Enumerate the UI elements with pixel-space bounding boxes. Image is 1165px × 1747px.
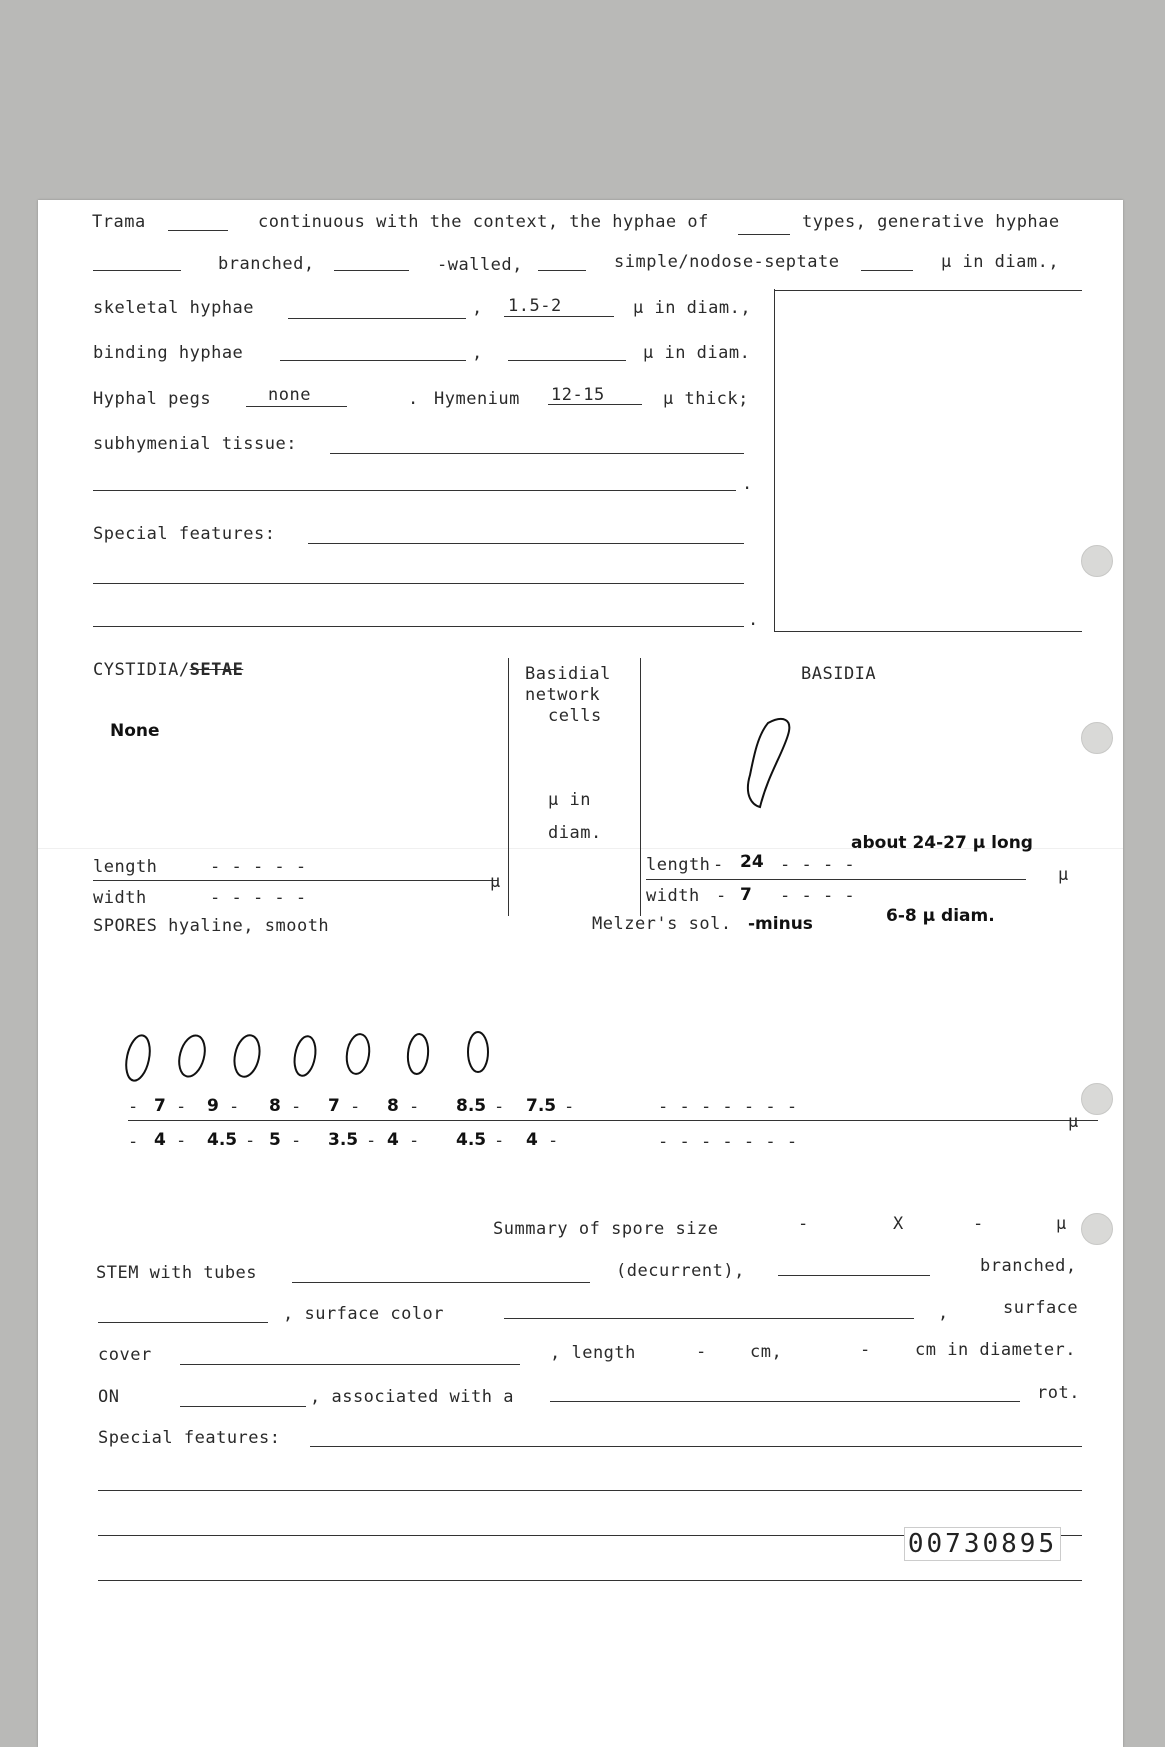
box-top-line xyxy=(774,290,1082,291)
spore-width-value: 4 xyxy=(154,1130,166,1150)
spore-length-value: 8 xyxy=(387,1096,399,1116)
stem-branched: branched, xyxy=(980,1256,1077,1276)
blank-line xyxy=(548,404,642,405)
blank-line xyxy=(93,490,736,491)
dash: - xyxy=(713,855,724,875)
dash: - xyxy=(291,1131,302,1151)
dash: - xyxy=(229,1097,240,1117)
blank-line xyxy=(98,1490,1082,1491)
dash: - xyxy=(860,1340,871,1360)
rot-label: rot. xyxy=(1037,1383,1080,1403)
trama-types: types, generative hyphae xyxy=(802,212,1060,232)
basidia-width-value: 7 xyxy=(740,885,752,905)
dash-row: - - - - - - - xyxy=(658,1132,798,1152)
setae-struck: SETAE xyxy=(189,660,244,680)
stem-label: STEM with tubes xyxy=(96,1263,258,1283)
walled-label: -walled, xyxy=(437,255,523,275)
spore-width-value: 5 xyxy=(269,1130,281,1150)
dash-row: - - - - xyxy=(780,855,856,875)
spore-width-value: 4 xyxy=(387,1130,399,1150)
binding-unit: μ in diam. xyxy=(643,343,751,363)
pegs-value: none xyxy=(268,385,311,405)
divider xyxy=(508,658,509,916)
summary-mu: μ xyxy=(1056,1214,1067,1234)
spore-outline xyxy=(468,1032,488,1072)
cover-label: cover xyxy=(98,1345,152,1365)
comma: , xyxy=(938,1303,949,1323)
basidial-l2: network xyxy=(525,685,601,705)
blank-line xyxy=(334,270,409,271)
blank-line xyxy=(504,316,614,317)
punch-hole xyxy=(1081,1213,1113,1245)
blank-line xyxy=(128,1120,1098,1121)
basidia-length-label: length xyxy=(646,855,711,875)
punch-hole xyxy=(1081,722,1113,754)
special-features-label: Special features: xyxy=(93,524,276,544)
blank-line xyxy=(246,406,347,407)
spore-length-value: 9 xyxy=(207,1096,219,1116)
dash: - xyxy=(696,1342,707,1362)
divider xyxy=(640,658,641,916)
spore-outline xyxy=(231,1033,263,1079)
punch-hole xyxy=(1081,1083,1113,1115)
melzer-value: -minus xyxy=(748,914,813,934)
blank-line xyxy=(646,879,1026,880)
length-label: , length xyxy=(550,1343,636,1363)
blank-line xyxy=(778,1275,930,1276)
spores-mu: μ xyxy=(1068,1112,1079,1132)
catalog-number: 00730895 xyxy=(904,1527,1061,1561)
basidial-l3: cells xyxy=(548,706,602,726)
spore-length-value: 8 xyxy=(269,1096,281,1116)
blank-line xyxy=(168,230,228,231)
dash: - xyxy=(366,1131,377,1151)
dash-row: - - - - - xyxy=(210,857,307,877)
summary-label: Summary of spore size xyxy=(493,1219,719,1239)
cystidia-value: None xyxy=(110,721,160,741)
spore-width-value: 4.5 xyxy=(456,1130,487,1150)
surface-color-label: , surface color xyxy=(283,1304,445,1324)
basidial-l1: Basidial xyxy=(525,664,611,684)
diam-label: μ in diam., xyxy=(941,252,1060,272)
basidial-diam: diam. xyxy=(548,823,602,843)
cm-label: cm, xyxy=(750,1342,783,1362)
dash-row: - - - - - - - xyxy=(658,1097,798,1117)
comma: , xyxy=(472,343,483,363)
dash: - xyxy=(716,886,727,906)
skeletal-value: 1.5-2 xyxy=(508,296,562,316)
dash: - xyxy=(128,1132,139,1152)
blank-line xyxy=(98,1580,1082,1581)
thick-label: μ thick; xyxy=(663,389,749,409)
dash-row: - - - - - xyxy=(210,888,307,908)
melzer-label: Melzer's sol. xyxy=(592,914,732,934)
spore-length-value: 7 xyxy=(328,1096,340,1116)
blank-line xyxy=(292,1282,590,1283)
form-sheet xyxy=(38,200,1123,1747)
basidial-mu: μ in xyxy=(548,790,591,810)
blank-line xyxy=(310,1446,1082,1447)
spore-width-value: 4 xyxy=(526,1130,538,1150)
dash: - xyxy=(973,1214,984,1234)
associated-label: , associated with a xyxy=(310,1387,514,1407)
punch-hole xyxy=(1081,545,1113,577)
dash: - xyxy=(128,1097,139,1117)
spore-outline xyxy=(292,1035,319,1078)
dash: - xyxy=(494,1131,505,1151)
comma: , xyxy=(472,298,483,318)
period: . xyxy=(748,610,759,630)
branched-label: branched, xyxy=(218,254,315,274)
cystidia-width-label: width xyxy=(93,888,147,908)
dash: - xyxy=(176,1131,187,1151)
hymenium-value: 12-15 xyxy=(551,385,605,405)
dash-row: - - - - xyxy=(780,886,856,906)
basidia-width-label: width xyxy=(646,886,700,906)
basidia-long-note: about 24-27 μ long xyxy=(851,833,1033,853)
cm-diam-label: cm in diameter. xyxy=(915,1340,1077,1360)
spore-width-value: 4.5 xyxy=(207,1130,238,1150)
blank-line xyxy=(504,1318,914,1319)
skeletal-label: skeletal hyphae xyxy=(93,298,255,318)
blank-line xyxy=(180,1406,306,1407)
blank-line xyxy=(93,880,498,881)
binding-label: binding hyphae xyxy=(93,343,244,363)
blank-line xyxy=(550,1401,1020,1402)
hymenium-label: Hymenium xyxy=(434,389,520,409)
spore-length-value: 7 xyxy=(154,1096,166,1116)
basidia-length-value: 24 xyxy=(740,852,764,872)
trama-text: continuous with the context, the hyphae of xyxy=(258,212,709,232)
blank-line xyxy=(98,1322,268,1323)
dash: - xyxy=(409,1097,420,1117)
trama-label: Trama xyxy=(92,212,146,232)
cystidia-length-label: length xyxy=(93,857,158,877)
spores-label: SPORES hyaline, smooth xyxy=(93,916,330,936)
period: . xyxy=(408,389,419,409)
decurrent-label: (decurrent), xyxy=(616,1261,745,1281)
blank-line xyxy=(288,318,466,319)
basidia-diam-note: 6-8 μ diam. xyxy=(886,906,995,926)
blank-line xyxy=(538,270,586,271)
blank-line xyxy=(280,360,466,361)
dash: - xyxy=(409,1131,420,1151)
dash: - xyxy=(350,1097,361,1117)
basidia-header: BASIDIA xyxy=(801,664,877,684)
spore-outline xyxy=(122,1033,153,1083)
dash: - xyxy=(494,1097,505,1117)
spore-drawings xyxy=(108,1020,568,1090)
on-label: ON xyxy=(98,1387,120,1407)
spore-outline xyxy=(344,1033,371,1076)
surface-label: surface xyxy=(1003,1298,1079,1318)
basidium-outline xyxy=(748,719,789,807)
subhymenial-label: subhymenial tissue: xyxy=(93,434,297,454)
pegs-label: Hyphal pegs xyxy=(93,389,212,409)
blank-line xyxy=(93,270,181,271)
blank-line xyxy=(308,543,744,544)
cystidia-label: CYSTIDIA/ xyxy=(93,660,190,680)
dash: - xyxy=(548,1131,559,1151)
blank-line xyxy=(93,626,744,627)
dash: - xyxy=(176,1097,187,1117)
blank-line xyxy=(180,1364,520,1365)
period: . xyxy=(742,474,753,494)
blank-line xyxy=(330,453,744,454)
blank-line xyxy=(738,234,790,235)
dash: - xyxy=(245,1131,256,1151)
cystidia-mu: μ xyxy=(490,872,501,892)
blank-line xyxy=(508,360,626,361)
summary-x: X xyxy=(893,1214,904,1234)
dash: - xyxy=(291,1097,302,1117)
spore-outline xyxy=(406,1033,429,1075)
stem-special-label: Special features: xyxy=(98,1428,281,1448)
septate-label: simple/nodose-septate xyxy=(614,252,840,272)
dash: - xyxy=(564,1097,575,1117)
basidium-drawing xyxy=(738,715,798,815)
blank-line xyxy=(861,270,913,271)
spore-length-value: 8.5 xyxy=(456,1096,487,1116)
spore-length-value: 7.5 xyxy=(526,1096,557,1116)
box-tick xyxy=(1074,631,1082,632)
dash: - xyxy=(798,1214,809,1234)
blank-line xyxy=(93,583,744,584)
skeletal-unit: μ in diam., xyxy=(633,298,752,318)
notes-box xyxy=(774,289,1075,632)
cystidia-header xyxy=(93,660,243,680)
spore-width-value: 3.5 xyxy=(328,1130,359,1150)
spore-outline xyxy=(175,1033,209,1080)
basidia-mu: μ xyxy=(1058,865,1069,885)
